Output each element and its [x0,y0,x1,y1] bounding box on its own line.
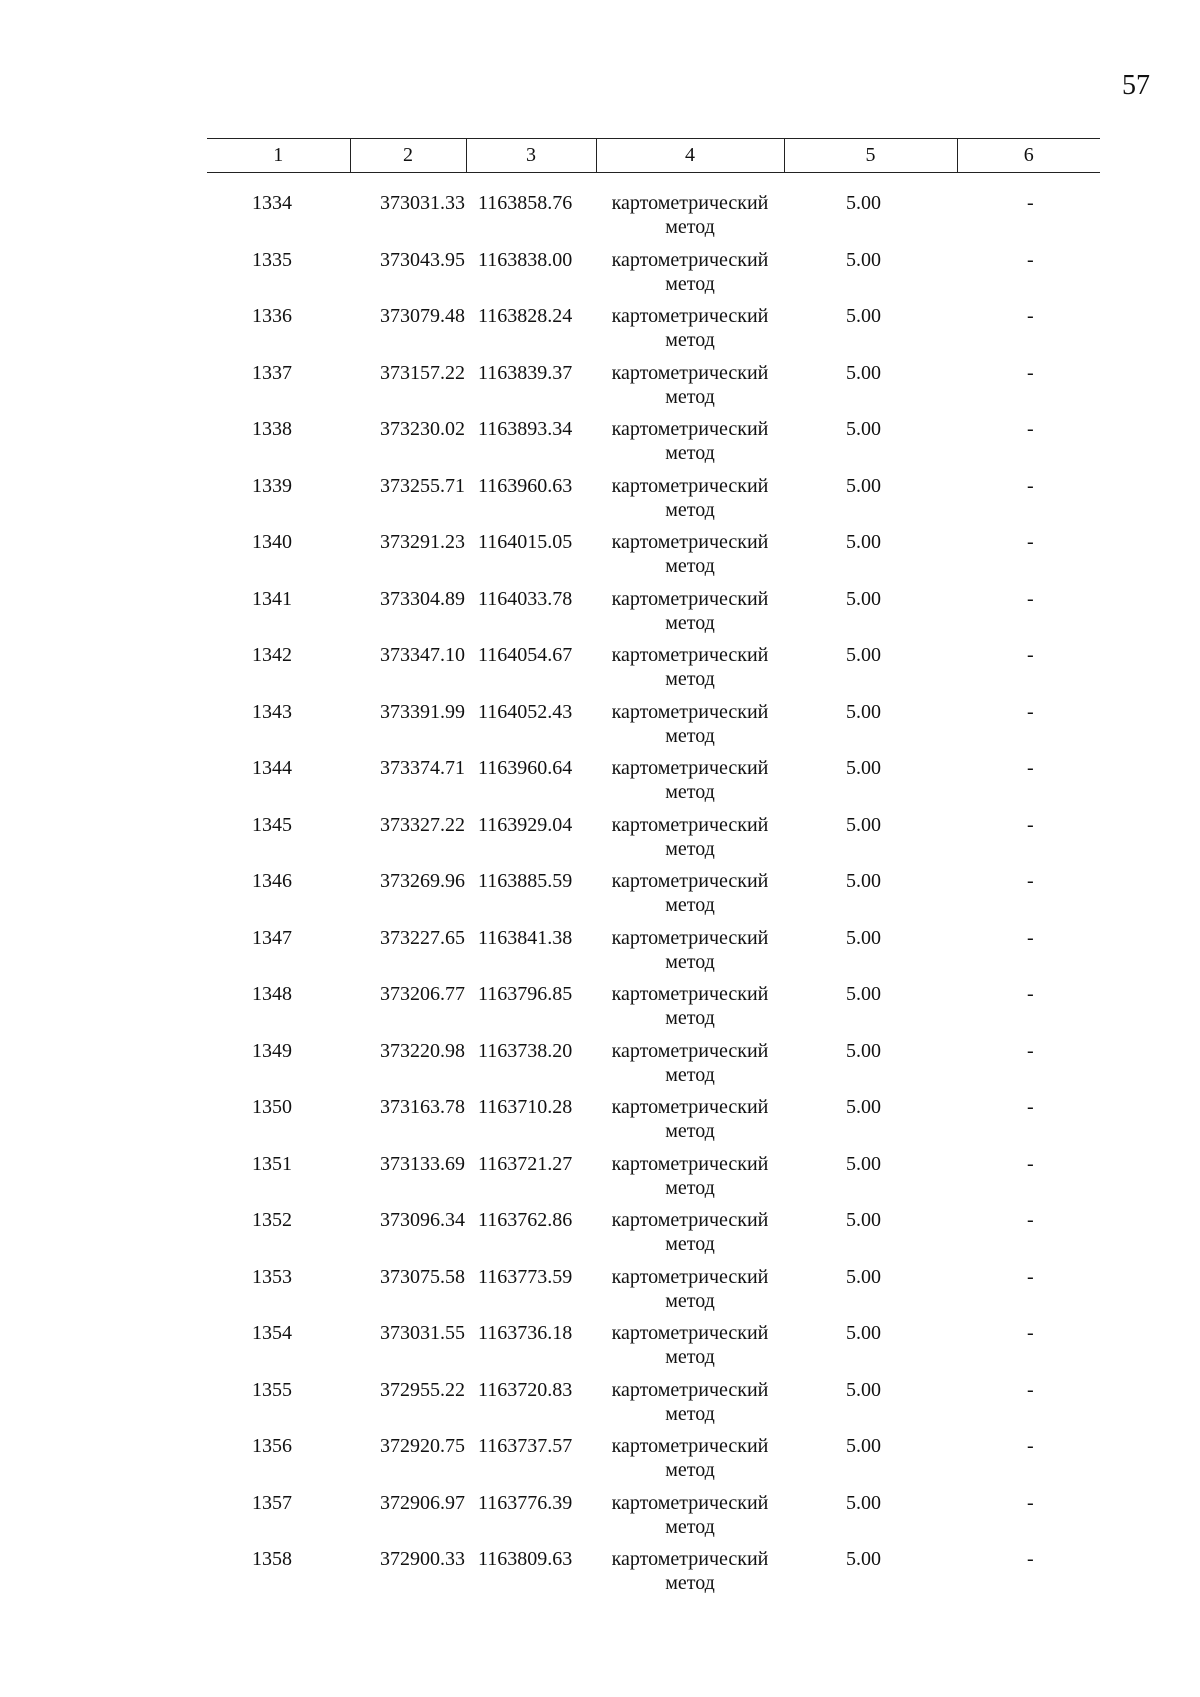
accuracy-cell: 5.00 [846,474,881,497]
table-row [207,1547,1100,1604]
column-6-cell: - [1027,644,1034,666]
point-number-cell: 1349 [252,1039,292,1062]
point-number-cell: 1341 [252,587,292,610]
y-coordinate-cell: 1163838.00 [478,248,573,271]
column-6-cell: - [1027,926,1034,949]
method-line-2: метод [665,668,715,690]
method-line-1: картометрический [611,1378,769,1401]
method-cell [596,1434,784,1491]
accuracy-cell: 5.00 [846,870,881,892]
accuracy-cell: 5.00 [846,1209,881,1231]
accuracy-cell: 5.00 [846,1096,881,1118]
column-6-cell: - [1027,1039,1034,1062]
table-row [207,926,1100,983]
point-number-cell: 1337 [252,361,292,384]
coordinates-table [207,138,1100,1604]
accuracy-cell: 5.00 [846,700,881,723]
y-coordinate-cell: 1163960.64 [478,757,573,779]
method-line-1: картометрический [611,1548,769,1570]
method-line-2: метод [665,498,715,521]
column-6-cell: - [1027,813,1034,836]
y-coordinate-cell: 1163841.38 [478,926,573,949]
point-number-cell: 1344 [252,757,292,779]
table-row [207,700,1100,757]
y-coordinate-cell: 1163893.34 [478,418,573,440]
table-row [207,1095,1100,1152]
y-coordinate-cell: 1163929.04 [478,813,573,836]
point-number-cell: 1348 [252,983,292,1005]
point-number-cell: 1335 [252,248,292,271]
method-line-1: картометрический [611,361,769,384]
x-coordinate-cell: 372955.22 [380,1378,465,1401]
column-6-cell: - [1027,983,1034,1005]
method-line-1: картометрический [611,1491,769,1514]
x-coordinate-cell: 373347.10 [380,644,465,666]
point-number-cell: 1354 [252,1322,292,1344]
method-cell [596,361,784,418]
method-line-2: метод [665,1289,715,1312]
method-line-1: картометрический [611,983,769,1005]
y-coordinate-cell: 1163773.59 [478,1265,573,1288]
table-row [207,1321,1100,1378]
method-line-2: метод [665,555,715,577]
method-cell [596,173,784,248]
x-coordinate-cell: 373220.98 [380,1039,465,1062]
method-cell [596,982,784,1039]
x-coordinate-cell: 373163.78 [380,1096,465,1118]
column-6-cell: - [1027,587,1034,610]
method-cell [596,1208,784,1265]
method-line-1: картометрический [611,305,769,327]
point-number-cell: 1356 [252,1435,292,1457]
method-cell [596,756,784,813]
column-6-cell: - [1027,418,1034,440]
y-coordinate-cell: 1163858.76 [478,192,573,214]
method-cell [596,530,784,587]
x-coordinate-cell: 373075.58 [380,1265,465,1288]
method-cell [596,643,784,700]
method-line-2: метод [665,611,715,634]
method-line-2: метод [665,272,715,295]
method-cell [596,926,784,983]
point-number-cell: 1346 [252,870,292,892]
x-coordinate-cell: 373374.71 [380,757,465,779]
column-6-cell: - [1027,1491,1034,1514]
method-line-2: метод [665,385,715,408]
y-coordinate-cell: 1163885.59 [478,870,573,892]
column-6-cell: - [1027,1209,1034,1231]
accuracy-cell: 5.00 [846,418,881,440]
point-number-cell: 1345 [252,813,292,836]
accuracy-cell: 5.00 [846,1265,881,1288]
point-number-cell: 1352 [252,1209,292,1231]
y-coordinate-cell: 1163738.20 [478,1039,573,1062]
table-row [207,474,1100,531]
x-coordinate-cell: 373269.96 [380,870,465,892]
method-line-2: метод [665,1402,715,1425]
y-coordinate-cell: 1164052.43 [478,700,573,723]
x-coordinate-cell: 373133.69 [380,1152,465,1175]
method-cell [596,1491,784,1548]
method-line-1: картометрический [611,1152,769,1175]
method-cell [596,1378,784,1435]
x-coordinate-cell: 373391.99 [380,700,465,723]
method-line-1: картометрический [611,1096,769,1118]
method-cell [596,1152,784,1209]
table-row [207,813,1100,870]
accuracy-cell: 5.00 [846,1491,881,1514]
table-row [207,1208,1100,1265]
method-line-1: картометрический [611,1322,769,1344]
table-body [207,173,1100,1604]
y-coordinate-cell: 1164033.78 [478,587,573,610]
method-cell [596,587,784,644]
y-coordinate-cell: 1164054.67 [478,644,573,666]
y-coordinate-cell: 1163828.24 [478,305,573,327]
table-row [207,530,1100,587]
point-number-cell: 1340 [252,531,292,553]
y-coordinate-cell: 1163720.83 [478,1378,573,1401]
table-row [207,643,1100,700]
method-line-1: картометрический [611,757,769,779]
method-line-2: метод [665,1459,715,1481]
table-row [207,1039,1100,1096]
method-line-2: метод [665,950,715,973]
y-coordinate-cell: 1163710.28 [478,1096,573,1118]
y-coordinate-cell: 1163721.27 [478,1152,573,1175]
method-cell [596,1265,784,1322]
y-coordinate-cell: 1163796.85 [478,983,573,1005]
method-line-1: картометрический [611,248,769,271]
point-number-cell: 1334 [252,192,292,214]
method-cell [596,700,784,757]
column-6-cell: - [1027,700,1034,723]
point-number-cell: 1336 [252,305,292,327]
table-row [207,1152,1100,1209]
method-line-1: картометрический [611,870,769,892]
method-cell [596,1547,784,1604]
table-row [207,417,1100,474]
table-row [207,1434,1100,1491]
method-line-2: метод [665,1346,715,1368]
x-coordinate-cell: 373079.48 [380,305,465,327]
column-6-cell: - [1027,1265,1034,1288]
column-header-5: 5 [784,139,957,173]
method-line-1: картометрический [611,700,769,723]
method-line-2: метод [665,894,715,916]
column-6-cell: - [1027,361,1034,384]
y-coordinate-cell: 1163737.57 [478,1435,573,1457]
method-line-2: метод [665,1233,715,1255]
method-line-2: метод [665,781,715,803]
column-6-cell: - [1027,870,1034,892]
method-line-1: картометрический [611,1209,769,1231]
point-number-cell: 1339 [252,474,292,497]
accuracy-cell: 5.00 [846,1548,881,1570]
method-line-2: метод [665,329,715,351]
point-number-cell: 1353 [252,1265,292,1288]
column-6-cell: - [1027,305,1034,327]
column-6-cell: - [1027,1435,1034,1457]
point-number-cell: 1343 [252,700,292,723]
column-6-cell: - [1027,1548,1034,1570]
x-coordinate-cell: 373206.77 [380,983,465,1005]
method-cell [596,1095,784,1152]
method-line-1: картометрический [611,531,769,553]
table-row [207,304,1100,361]
accuracy-cell: 5.00 [846,305,881,327]
x-coordinate-cell: 373304.89 [380,587,465,610]
method-line-2: метод [665,1176,715,1199]
method-line-2: метод [665,1515,715,1538]
method-cell [596,304,784,361]
point-number-cell: 1357 [252,1491,292,1514]
x-coordinate-cell: 373031.33 [380,192,465,214]
table-row [207,1265,1100,1322]
x-coordinate-cell: 372920.75 [380,1435,465,1457]
table-row [207,869,1100,926]
table-header [207,139,1100,173]
accuracy-cell: 5.00 [846,1435,881,1457]
x-coordinate-cell: 373227.65 [380,926,465,949]
accuracy-cell: 5.00 [846,983,881,1005]
column-6-cell: - [1027,531,1034,553]
y-coordinate-cell: 1163762.86 [478,1209,573,1231]
point-number-cell: 1338 [252,418,292,440]
column-header-6: 6 [957,139,1100,173]
x-coordinate-cell: 373157.22 [380,361,465,384]
table-row [207,248,1100,305]
point-number-cell: 1358 [252,1548,292,1570]
table-row [207,587,1100,644]
header-row [207,139,1100,173]
method-cell [596,869,784,926]
method-line-1: картометрический [611,813,769,836]
method-line-1: картометрический [611,1039,769,1062]
accuracy-cell: 5.00 [846,192,881,214]
x-coordinate-cell: 373327.22 [380,813,465,836]
x-coordinate-cell: 373255.71 [380,474,465,497]
method-line-2: метод [665,1007,715,1029]
method-line-1: картометрический [611,1265,769,1288]
x-coordinate-cell: 373096.34 [380,1209,465,1231]
accuracy-cell: 5.00 [846,757,881,779]
x-coordinate-cell: 372906.97 [380,1491,465,1514]
point-number-cell: 1347 [252,926,292,949]
x-coordinate-cell: 373043.95 [380,248,465,271]
table-row [207,756,1100,813]
method-cell [596,1039,784,1096]
method-cell [596,813,784,870]
method-line-1: картометрический [611,1435,769,1457]
column-6-cell: - [1027,757,1034,779]
table-row [207,361,1100,418]
column-header-4: 4 [596,139,784,173]
method-line-2: метод [665,724,715,747]
accuracy-cell: 5.00 [846,813,881,836]
method-cell [596,417,784,474]
accuracy-cell: 5.00 [846,1378,881,1401]
page-number: 57 [1122,70,1150,101]
y-coordinate-cell: 1163839.37 [478,361,573,384]
point-number-cell: 1351 [252,1152,292,1175]
x-coordinate-cell: 372900.33 [380,1548,465,1570]
column-6-cell: - [1027,474,1034,497]
column-6-cell: - [1027,248,1034,271]
table-row [207,1491,1100,1548]
method-line-2: метод [665,1120,715,1142]
method-line-1: картометрический [611,926,769,949]
x-coordinate-cell: 373230.02 [380,418,465,440]
method-line-1: картометрический [611,474,769,497]
x-coordinate-cell: 373031.55 [380,1322,465,1344]
accuracy-cell: 5.00 [846,587,881,610]
accuracy-cell: 5.00 [846,1322,881,1344]
column-6-cell: - [1027,1378,1034,1401]
method-cell [596,1321,784,1378]
y-coordinate-cell: 1163960.63 [478,474,573,497]
point-number-cell: 1355 [252,1378,292,1401]
method-line-1: картометрический [611,418,769,440]
method-line-2: метод [665,1572,715,1594]
column-header-2: 2 [350,139,466,173]
y-coordinate-cell: 1163809.63 [478,1548,573,1570]
method-line-2: метод [665,216,715,238]
table-row [207,1378,1100,1435]
y-coordinate-cell: 1163776.39 [478,1491,573,1514]
y-coordinate-cell: 1164015.05 [478,531,573,553]
method-cell [596,248,784,305]
method-line-1: картометрический [611,644,769,666]
accuracy-cell: 5.00 [846,644,881,666]
accuracy-cell: 5.00 [846,248,881,271]
method-line-2: метод [665,1063,715,1086]
point-number-cell: 1350 [252,1096,292,1118]
method-line-2: метод [665,837,715,860]
method-line-2: метод [665,442,715,464]
x-coordinate-cell: 373291.23 [380,531,465,553]
accuracy-cell: 5.00 [846,531,881,553]
method-line-1: картометрический [611,587,769,610]
table-row [207,982,1100,1039]
accuracy-cell: 5.00 [846,926,881,949]
column-6-cell: - [1027,1152,1034,1175]
table-row [207,173,1100,248]
column-header-3: 3 [466,139,596,173]
accuracy-cell: 5.00 [846,1039,881,1062]
method-line-1: картометрический [611,192,769,214]
y-coordinate-cell: 1163736.18 [478,1322,573,1344]
column-6-cell: - [1027,192,1034,214]
accuracy-cell: 5.00 [846,1152,881,1175]
column-6-cell: - [1027,1322,1034,1344]
accuracy-cell: 5.00 [846,361,881,384]
point-number-cell: 1342 [252,644,292,666]
column-6-cell: - [1027,1096,1034,1118]
method-cell [596,474,784,531]
column-header-1: 1 [207,139,350,173]
